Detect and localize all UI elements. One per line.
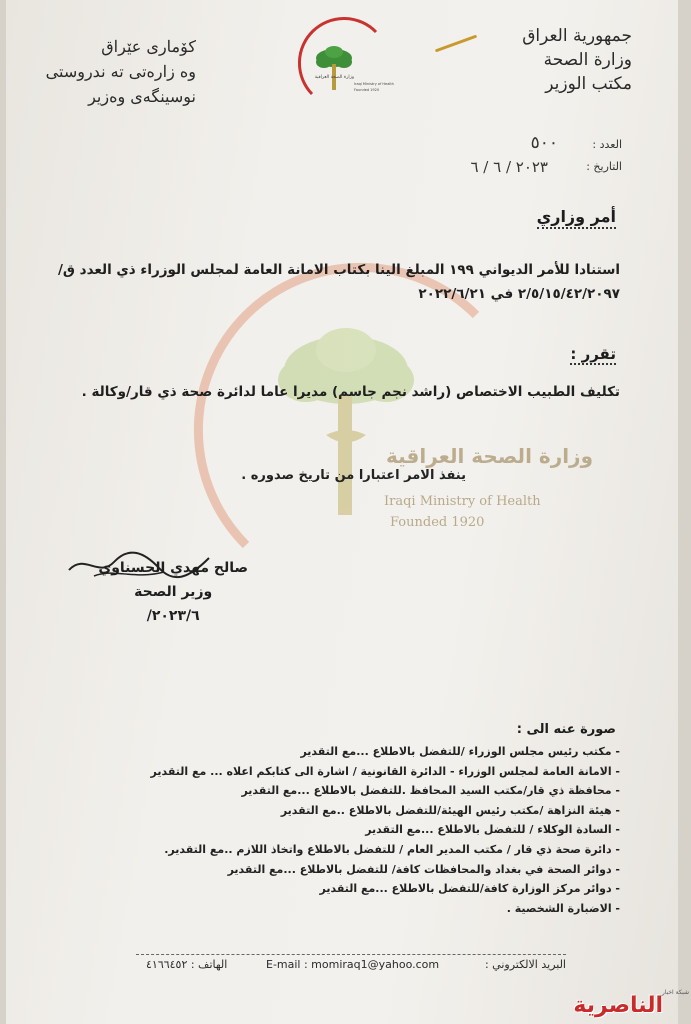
order-title: أمر وزاري xyxy=(537,207,616,229)
footer-email-label: البريد الالكتروني : xyxy=(484,958,566,971)
watermark-palm-tree-icon xyxy=(278,328,414,515)
number-label: العدد : xyxy=(592,138,622,151)
copy-to-item: - الامانة العامة لمجلس الوزراء - الدائرة القانونية / اشارة الى كتابكم اعلاه ... مع التقدير xyxy=(150,764,620,778)
footer-rule xyxy=(136,954,566,955)
ministry-logo xyxy=(282,18,394,102)
watermark-arabic: وزارة الصحة العراقية xyxy=(386,444,594,468)
decided-title: تقرر : xyxy=(570,345,616,363)
copy-to-item: - الاضبارة الشخصية . xyxy=(506,901,620,915)
date-label: التاريخ : xyxy=(586,160,622,173)
header-kurdish xyxy=(36,34,196,109)
copy-to-item: - دوائر مركز الوزارة كافة/للتفضل بالاطلاع ...مع التقدير xyxy=(319,882,620,896)
stamp-subtitle: شبكة اخبار xyxy=(661,989,689,996)
header-kurdish-line-3: نوسینگەی وەزیر xyxy=(88,87,196,106)
logo-founded: Founded 1920 xyxy=(354,88,380,92)
signature-name: صالح مهدي الحسناوي xyxy=(98,560,248,576)
number-value: ٥٠٠ xyxy=(530,133,558,153)
paragraph-basis: استنادا للأمر الديواني ١٩٩ المبلغ الينا بكتاب الامانة العامة لمجلس الوزراء ذي العدد ق/٢/٥/١٥/٤٢/٢٠٩٧ في ٢٠٢٢/٦/٢١ xyxy=(57,262,620,302)
copy-to-item: - دوائر الصحة في بغداد والمحافظات كافة/ للتفضل بالاطلاع ...مع التقدير xyxy=(227,862,620,876)
pen-mark xyxy=(435,35,477,53)
copy-to-item: - محافظة ذي قار/مكتب السيد المحافظ .للتفضل بالاطلاع ...مع التقدير xyxy=(241,784,620,798)
copy-to-item: - مكتب رئيس مجلس الوزراء /للتفضل بالاطلاع ...مع التقدير xyxy=(300,745,620,758)
header-arabic-line-3: مكتب الوزير xyxy=(545,74,632,94)
footer-email: E-mail : momiraq1@yahoo.com xyxy=(266,958,440,971)
signature-title: وزير الصحة xyxy=(134,584,213,600)
copy-to-item: - دائرة صحة ذي قار / مكتب المدير العام / للتفضل بالاطلاع واتخاذ اللازم ..مع التقدير. xyxy=(164,842,620,856)
execution-line: ينفذ الامر اعتبارا من تاريخ صدوره . xyxy=(241,468,466,483)
logo-caption-ar: وزارة الصحة العراقية xyxy=(314,75,354,80)
copy-to-list xyxy=(100,742,620,918)
watermark-english: Iraqi Ministry of Health xyxy=(384,494,541,509)
copy-to-item: - هيئة النزاهة /مكتب رئيس الهيئة/للتفضل بالاطلاع ..مع التقدير xyxy=(280,803,620,817)
header-arabic-line-1: جمهورية العراق xyxy=(522,26,632,46)
copy-to-title: صورة عنه الى : xyxy=(516,722,616,737)
logo-caption-en: Iraqi Ministry of Health xyxy=(354,82,394,86)
signature-block xyxy=(98,556,248,628)
letter-page xyxy=(6,0,678,1024)
header-kurdish-line-2: وه زارەتی ته ندروستی xyxy=(45,62,196,81)
stamp-logo-text: الناصرية xyxy=(573,993,663,1018)
copy-to-item: - السادة الوكلاء / للتفضل بالاطلاع ...مع التقدير xyxy=(365,823,620,837)
palm-tree-icon xyxy=(316,46,352,90)
paragraph-decision: تكليف الطبيب الاختصاص (راشد نجم جاسم) مديرا عاما لدائرة صحة ذي قار/وكالة . xyxy=(81,384,620,400)
watermark-founded: Founded 1920 xyxy=(390,515,485,530)
header-kurdish-line-1: كۆماری عێراق xyxy=(101,37,196,56)
header-arabic xyxy=(522,24,632,96)
footer-phone: الهاتف : ٤١٦٦٤٥٢ xyxy=(146,958,228,971)
signature-date: ٢٠٢٣/٦/ xyxy=(146,608,200,624)
reference-labels xyxy=(586,134,622,178)
date-value: ٢٠٢٣ / ٦ / ٦ xyxy=(470,158,548,176)
header-arabic-line-2: وزارة الصحة xyxy=(543,50,632,70)
